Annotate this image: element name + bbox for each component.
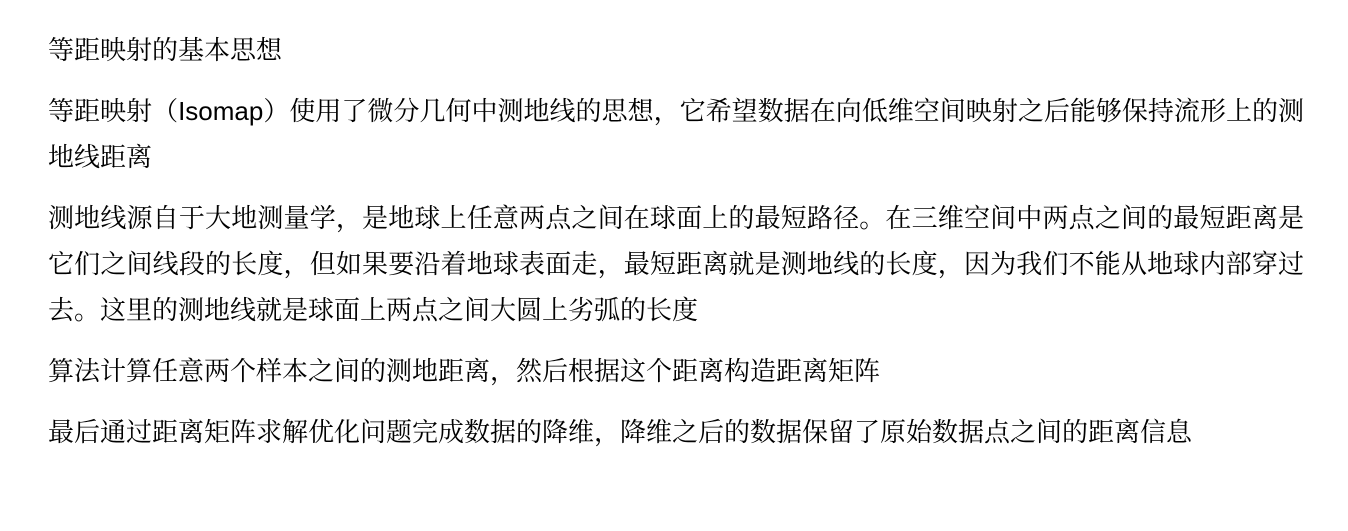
paragraph-dimension-reduction: 最后通过距离矩阵求解优化问题完成数据的降维，降维之后的数据保留了原始数据点之间的距离信息 bbox=[48, 417, 1193, 447]
paragraph-geodesic-definition: 测地线源自于大地测量学，是地球上任意两点之间在球面上的最短路径。在三维空间中两点之间的最短距离是它们之间线段的长度，但如果要沿着地球表面走，最短距离就是测地线的长度，因为我们不能从地球内部穿过去。这里的测地线就是球面上两点之间大圆上劣弧的长度 bbox=[48, 203, 1304, 325]
document-title: 等距映射的基本思想 bbox=[48, 35, 283, 65]
paragraph-distance-matrix: 算法计算任意两个样本之间的测地距离，然后根据这个距离构造距离矩阵 bbox=[48, 356, 881, 386]
paragraph-isomap-idea: 等距映射（Isomap）使用了微分几何中测地线的思想，它希望数据在向低维空间映射之后能够保持流形上的测地线距离 bbox=[48, 96, 1304, 172]
